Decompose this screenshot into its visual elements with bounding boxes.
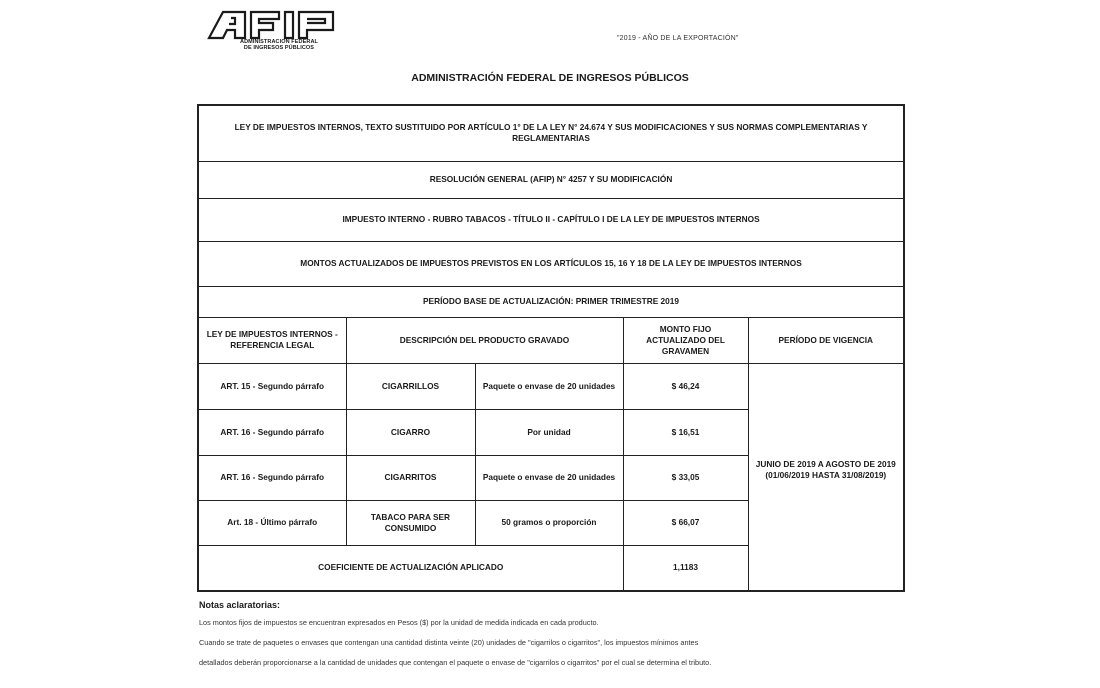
banner-resolution: RESOLUCIÓN GENERAL (AFIP) N° 4257 Y SU MODIFICACIÓN (198, 161, 904, 198)
coefficient-value: 1,1183 (623, 545, 748, 591)
row-amount: $ 66,07 (623, 500, 748, 545)
note-line: Los montos fijos de impuestos se encuentran expresados en Pesos ($) por la unidad de medida indicada en cada producto. (199, 618, 599, 627)
row-unit: 50 gramos o proporción (475, 500, 623, 545)
note-line: detallados deberán proporcionarse a la cantidad de unidades que contengan el paquete o envase de "cigarrilos o cigarritos" por el cual se determina el tributo. (199, 658, 712, 667)
notes-section (199, 600, 899, 677)
row-product: CIGARRITOS (346, 455, 475, 500)
table-row (198, 363, 904, 409)
banner-row-updated-amounts (198, 241, 904, 286)
tax-amounts-table (197, 104, 905, 592)
afip-logo (207, 10, 337, 56)
validity-period: JUNIO DE 2019 A AGOSTO DE 2019 (01/06/2019 HASTA 31/08/2019) (748, 363, 904, 591)
row-reference: ART. 16 - Segundo párrafo (198, 455, 346, 500)
banner-row-base-period (198, 286, 904, 317)
notes-title: Notas aclaratorias: (199, 600, 281, 610)
header-description: DESCRIPCIÓN DEL PRODUCTO GRAVADO (346, 317, 623, 363)
banner-base-period: PERÍODO BASE DE ACTUALIZACIÓN: PRIMER TRIMESTRE 2019 (198, 286, 904, 317)
header-amount: MONTO FIJO ACTUALIZADO DEL GRAVAMEN (623, 317, 748, 363)
row-product: CIGARRILLOS (346, 363, 475, 409)
banner-row-tax-category (198, 198, 904, 241)
row-unit: Paquete o envase de 20 unidades (475, 363, 623, 409)
row-amount: $ 33,05 (623, 455, 748, 500)
column-header-row (198, 317, 904, 363)
banner-row-resolution (198, 161, 904, 198)
logo-subtitle-line2: DE INGRESOS PÚBLICOS (243, 45, 315, 51)
afip-logo-mark-icon (207, 10, 337, 40)
logo-subtitle-line1: ADMINISTRACION FEDERAL (240, 39, 318, 45)
banner-tax-category: IMPUESTO INTERNO - RUBRO TABACOS - TÍTULO II - CAPÍTULO I DE LA LEY DE IMPUESTOS INTERNOS (198, 198, 904, 241)
row-reference: ART. 15 - Segundo párrafo (198, 363, 346, 409)
header-period: PERÍODO DE VIGENCIA (748, 317, 904, 363)
banner-law: LEY DE IMPUESTOS INTERNOS, TEXTO SUSTITUIDO POR ARTÍCULO 1° DE LA LEY N° 24.674 Y SUS MODIFICACIONES Y SUS NORMAS COMPLEMENTARIAS Y REGLAMENTARIAS (198, 105, 904, 161)
banner-updated-amounts: MONTOS ACTUALIZADOS DE IMPUESTOS PREVISTOS EN LOS ARTÍCULOS 15, 16 Y 18 DE LA LEY DE IMPUESTOS INTERNOS (198, 241, 904, 286)
note-line: Cuando se trate de paquetes o envases que contengan una cantidad distinta veinte (20) unidades de "cigarrilos o cigarritos", los impuestos mínimos antes (199, 638, 699, 647)
coefficient-label: COEFICIENTE DE ACTUALIZACIÓN APLICADO (198, 545, 623, 591)
row-unit: Paquete o envase de 20 unidades (475, 455, 623, 500)
row-amount: $ 16,51 (623, 409, 748, 455)
row-product: TABACO PARA SER CONSUMIDO (346, 500, 475, 545)
row-unit: Por unidad (475, 409, 623, 455)
header-reference: LEY DE IMPUESTOS INTERNOS - REFERENCIA LEGAL (198, 317, 346, 363)
row-reference: Art. 18 - Último párrafo (198, 500, 346, 545)
row-amount: $ 46,24 (623, 363, 748, 409)
row-product: CIGARRO (346, 409, 475, 455)
logo-subtitle (234, 39, 324, 51)
year-motto: "2019 - AÑO DE LA EXPORTACIÓN" (617, 35, 739, 42)
document-title: ADMINISTRACIÓN FEDERAL DE INGRESOS PÚBLICOS (411, 72, 689, 84)
banner-row-law (198, 105, 904, 161)
row-reference: ART. 16 - Segundo párrafo (198, 409, 346, 455)
